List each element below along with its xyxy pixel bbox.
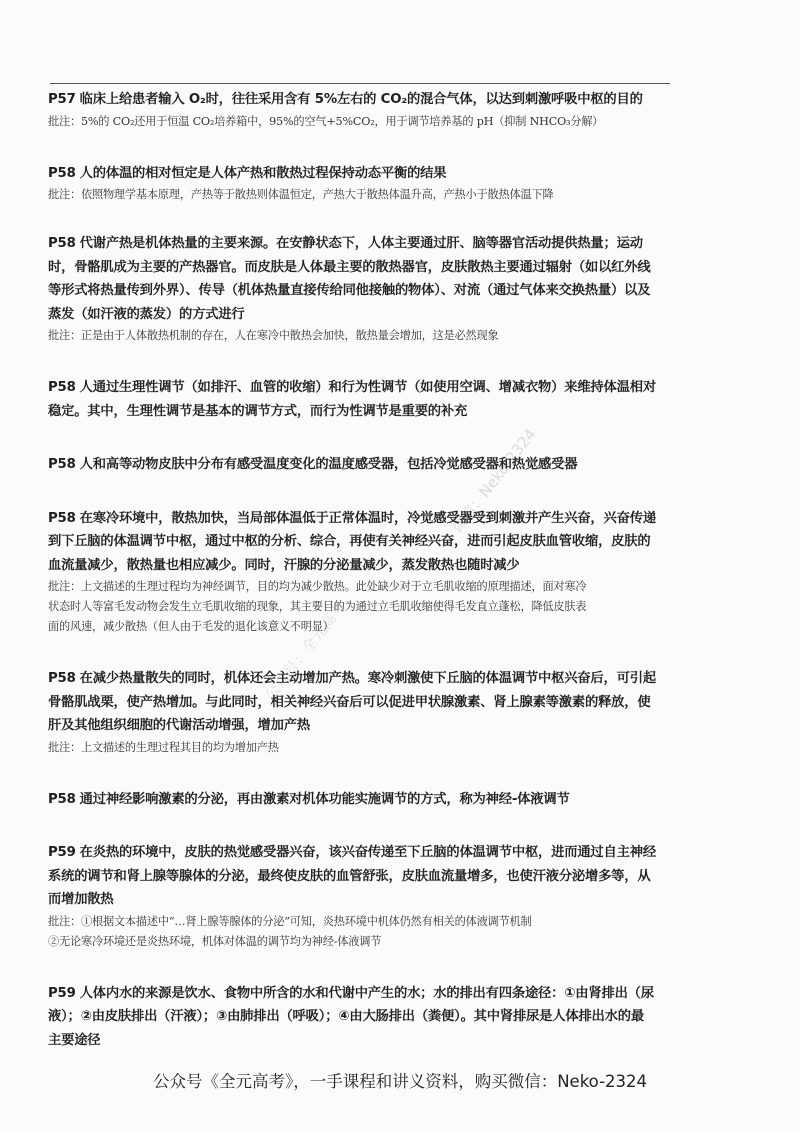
item-text-line: [48, 232, 678, 256]
item-text-line: [48, 88, 678, 112]
page-reference: P58: [48, 380, 76, 395]
annotation-line: ②无论寒冷环境还是炎热环境，机体对体温的调节均为神经-体液调节: [48, 934, 382, 948]
text-span: 液）；②由皮肤排出（汗液）；③由肺排出（呼吸）；④由大肠排出（粪便）。其中肾排尿是人体排出水的最: [48, 1009, 644, 1024]
page-reference: P58: [48, 457, 76, 472]
page-reference: P58: [48, 671, 76, 686]
annotation-line: 批注：①根据文本描述中“…肾上腺等腺体的分泌”可知，炎热环境中机体仍然有相关的体液调节机制: [48, 914, 532, 928]
text-span: 代谢产热是机体热量的主要来源。在安静状态下，人体主要通过肝、脑等器官活动提供热量；运动: [79, 236, 643, 251]
text-span: 而增加散热: [48, 892, 114, 907]
item-text-line: [48, 888, 678, 912]
text-span: 肝及其他组织细胞的代谢活动增强，增加产热: [48, 718, 310, 733]
note-item: [48, 232, 678, 346]
watermark-text-2: 公众号：全元高考: [261, 597, 350, 704]
item-text-line: [48, 667, 678, 691]
item-text-line: [48, 865, 678, 889]
item-text-line: [48, 982, 678, 1006]
text-span: 时，骨骼肌成为主要的产热器官。而皮肤是人体最主要的散热器官，皮肤散热主要通过辐射（如以红外线: [48, 259, 651, 275]
item-text-line: [48, 554, 678, 578]
note-item: [48, 376, 678, 423]
text-span: 血流量减少，散热量也相应减少。同时，汗腺的分泌量减少，蒸发散热也随时减少: [48, 557, 520, 573]
item-text-line: [48, 376, 678, 400]
item-text-line: [48, 788, 678, 812]
page-reference: P58: [48, 510, 76, 526]
note-item: [48, 667, 678, 758]
item-text-line: [48, 1029, 678, 1053]
page-reference: P58: [48, 165, 76, 181]
annotation-line: 批注：5%的 CO₂还用于恒温 CO₂培养箱中，95%的空气+5%CO₂，用于调节培养基的 pH（抑制 NHCO₃分解）: [48, 114, 604, 128]
item-text-line: [48, 530, 678, 554]
annotation-line: 批注：依照物理学基本原理，产热等于散热则体温恒定，产热大于散热体温升高，产热小于散热体温下降: [48, 188, 554, 201]
item-text-line: [48, 400, 678, 424]
text-span: 蒸发（如汗液的蒸发）的方式进行: [48, 306, 245, 322]
page-reference: P59: [48, 985, 76, 1001]
text-span: 人体内水的来源是饮水、食物中所含的水和代谢中产生的水；水的排出有四条途径：①由肾排出（尿: [79, 985, 654, 1001]
text-span: 人通过生理性调节（如排汗、血管的收缩）和行为性调节（如使用空调、增减衣物）来维持体温相对: [79, 380, 656, 395]
text-span: 主要途径: [48, 1032, 101, 1048]
text-span: 临床上给患者输入 O₂时，往往采用含有 5%左右的 CO₂的混合气体，以达到刺激呼吸中枢的目的: [79, 92, 643, 107]
footer-text: 公众号《全元高考》，一手课程和讲义资料，购买微信：Neko-2324: [152, 1072, 648, 1091]
item-text-line: [48, 714, 678, 738]
item-text-line: [48, 162, 678, 186]
item-text-line: [48, 507, 678, 531]
text-span: 骨骼肌战栗，使产热增加。与此同时，相关神经兴奋后可以促进甲状腺激素、肾上腺素等激素的释放，使: [48, 694, 651, 710]
text-span: 系统的调节和肾上腺等腺体的分泌，最终使皮肤的血管舒张，皮肤血流量增多，也使汗液分泌增多等，从: [48, 868, 651, 884]
item-text-line: [48, 1005, 678, 1029]
item-text-line: [48, 256, 678, 280]
note-item: [48, 982, 678, 1053]
item-text-line: [48, 303, 678, 327]
annotation-line: 面的风速，减少散热（但人由于毛发的退化该意义不明显）: [48, 620, 334, 633]
page-reference: P57: [48, 92, 76, 107]
note-item: [48, 453, 678, 477]
page-reference: P58: [48, 236, 76, 251]
annotation-line: 批注：正是由于人体散热机制的存在，人在寒冷中散热会加快，散热量会增加，这是必然现象: [48, 329, 499, 342]
annotation-line: 状态时人等富毛发动物会发生立毛肌收缩的现象，其主要目的为通过立毛肌收缩使得毛发直立蓬松，降低皮肤表: [48, 600, 587, 613]
text-span: 在减少热量散失的同时，机体还会主动增加产热。寒冷刺激使下丘脑的体温调节中枢兴奋后，可引起: [79, 671, 656, 686]
annotation-line: 批注：上文描述的生理过程均为神经调节，目的均为减少散热。此处缺少对于立毛肌收缩的原理描述，面对寒冷: [48, 580, 587, 593]
text-span: 到下丘脑的体温调节中枢，通过中枢的分析、综合，再使有关神经兴奋，进而引起皮肤血管收缩，皮肤的: [48, 534, 651, 549]
item-text-line: [48, 691, 678, 715]
text-span: 等形式将热量传到外界）、传导（机体热量直接传给同他接触的物体）、对流（通过气体来交换热量）以及: [48, 283, 651, 298]
watermark-text: 微信：Neko-2324: [447, 425, 540, 537]
item-text-line: [48, 279, 678, 303]
text-span: 稳定。其中，生理性调节是基本的调节方式，而行为性调节是重要的补充: [48, 403, 468, 419]
text-span: 在寒冷环境中，散热加快，当局部体温低于正常体温时，冷觉感受器受到刺激并产生兴奋，兴奋传递: [79, 510, 656, 526]
text-span: 人的体温的相对恒定是人体产热和散热过程保持动态平衡的结果: [79, 165, 447, 181]
note-item: [48, 507, 678, 638]
page-reference: P59: [48, 845, 76, 860]
item-text-line: [48, 841, 678, 865]
page-reference: P58: [48, 791, 76, 807]
annotation-line: 批注：上文描述的生理过程其目的均为增加产热: [48, 740, 279, 754]
text-span: 人和高等动物皮肤中分布有感受温度变化的温度感受器，包括冷觉感受器和热觉感受器: [79, 457, 578, 472]
text-span: 通过神经影响激素的分泌，再由激素对机体功能实施调节的方式，称为神经-体液调节: [79, 791, 570, 807]
document-body: [48, 88, 678, 1082]
header-rule: [50, 83, 670, 84]
note-item: [48, 788, 678, 812]
item-text-line: [48, 453, 678, 477]
note-item: [48, 841, 678, 952]
text-span: 在炎热的环境中，皮肤的热觉感受器兴奋，该兴奋传递至下丘脑的体温调节中枢，进而通过自主神经: [79, 845, 656, 860]
note-item: [48, 88, 678, 132]
note-item: [48, 162, 678, 206]
